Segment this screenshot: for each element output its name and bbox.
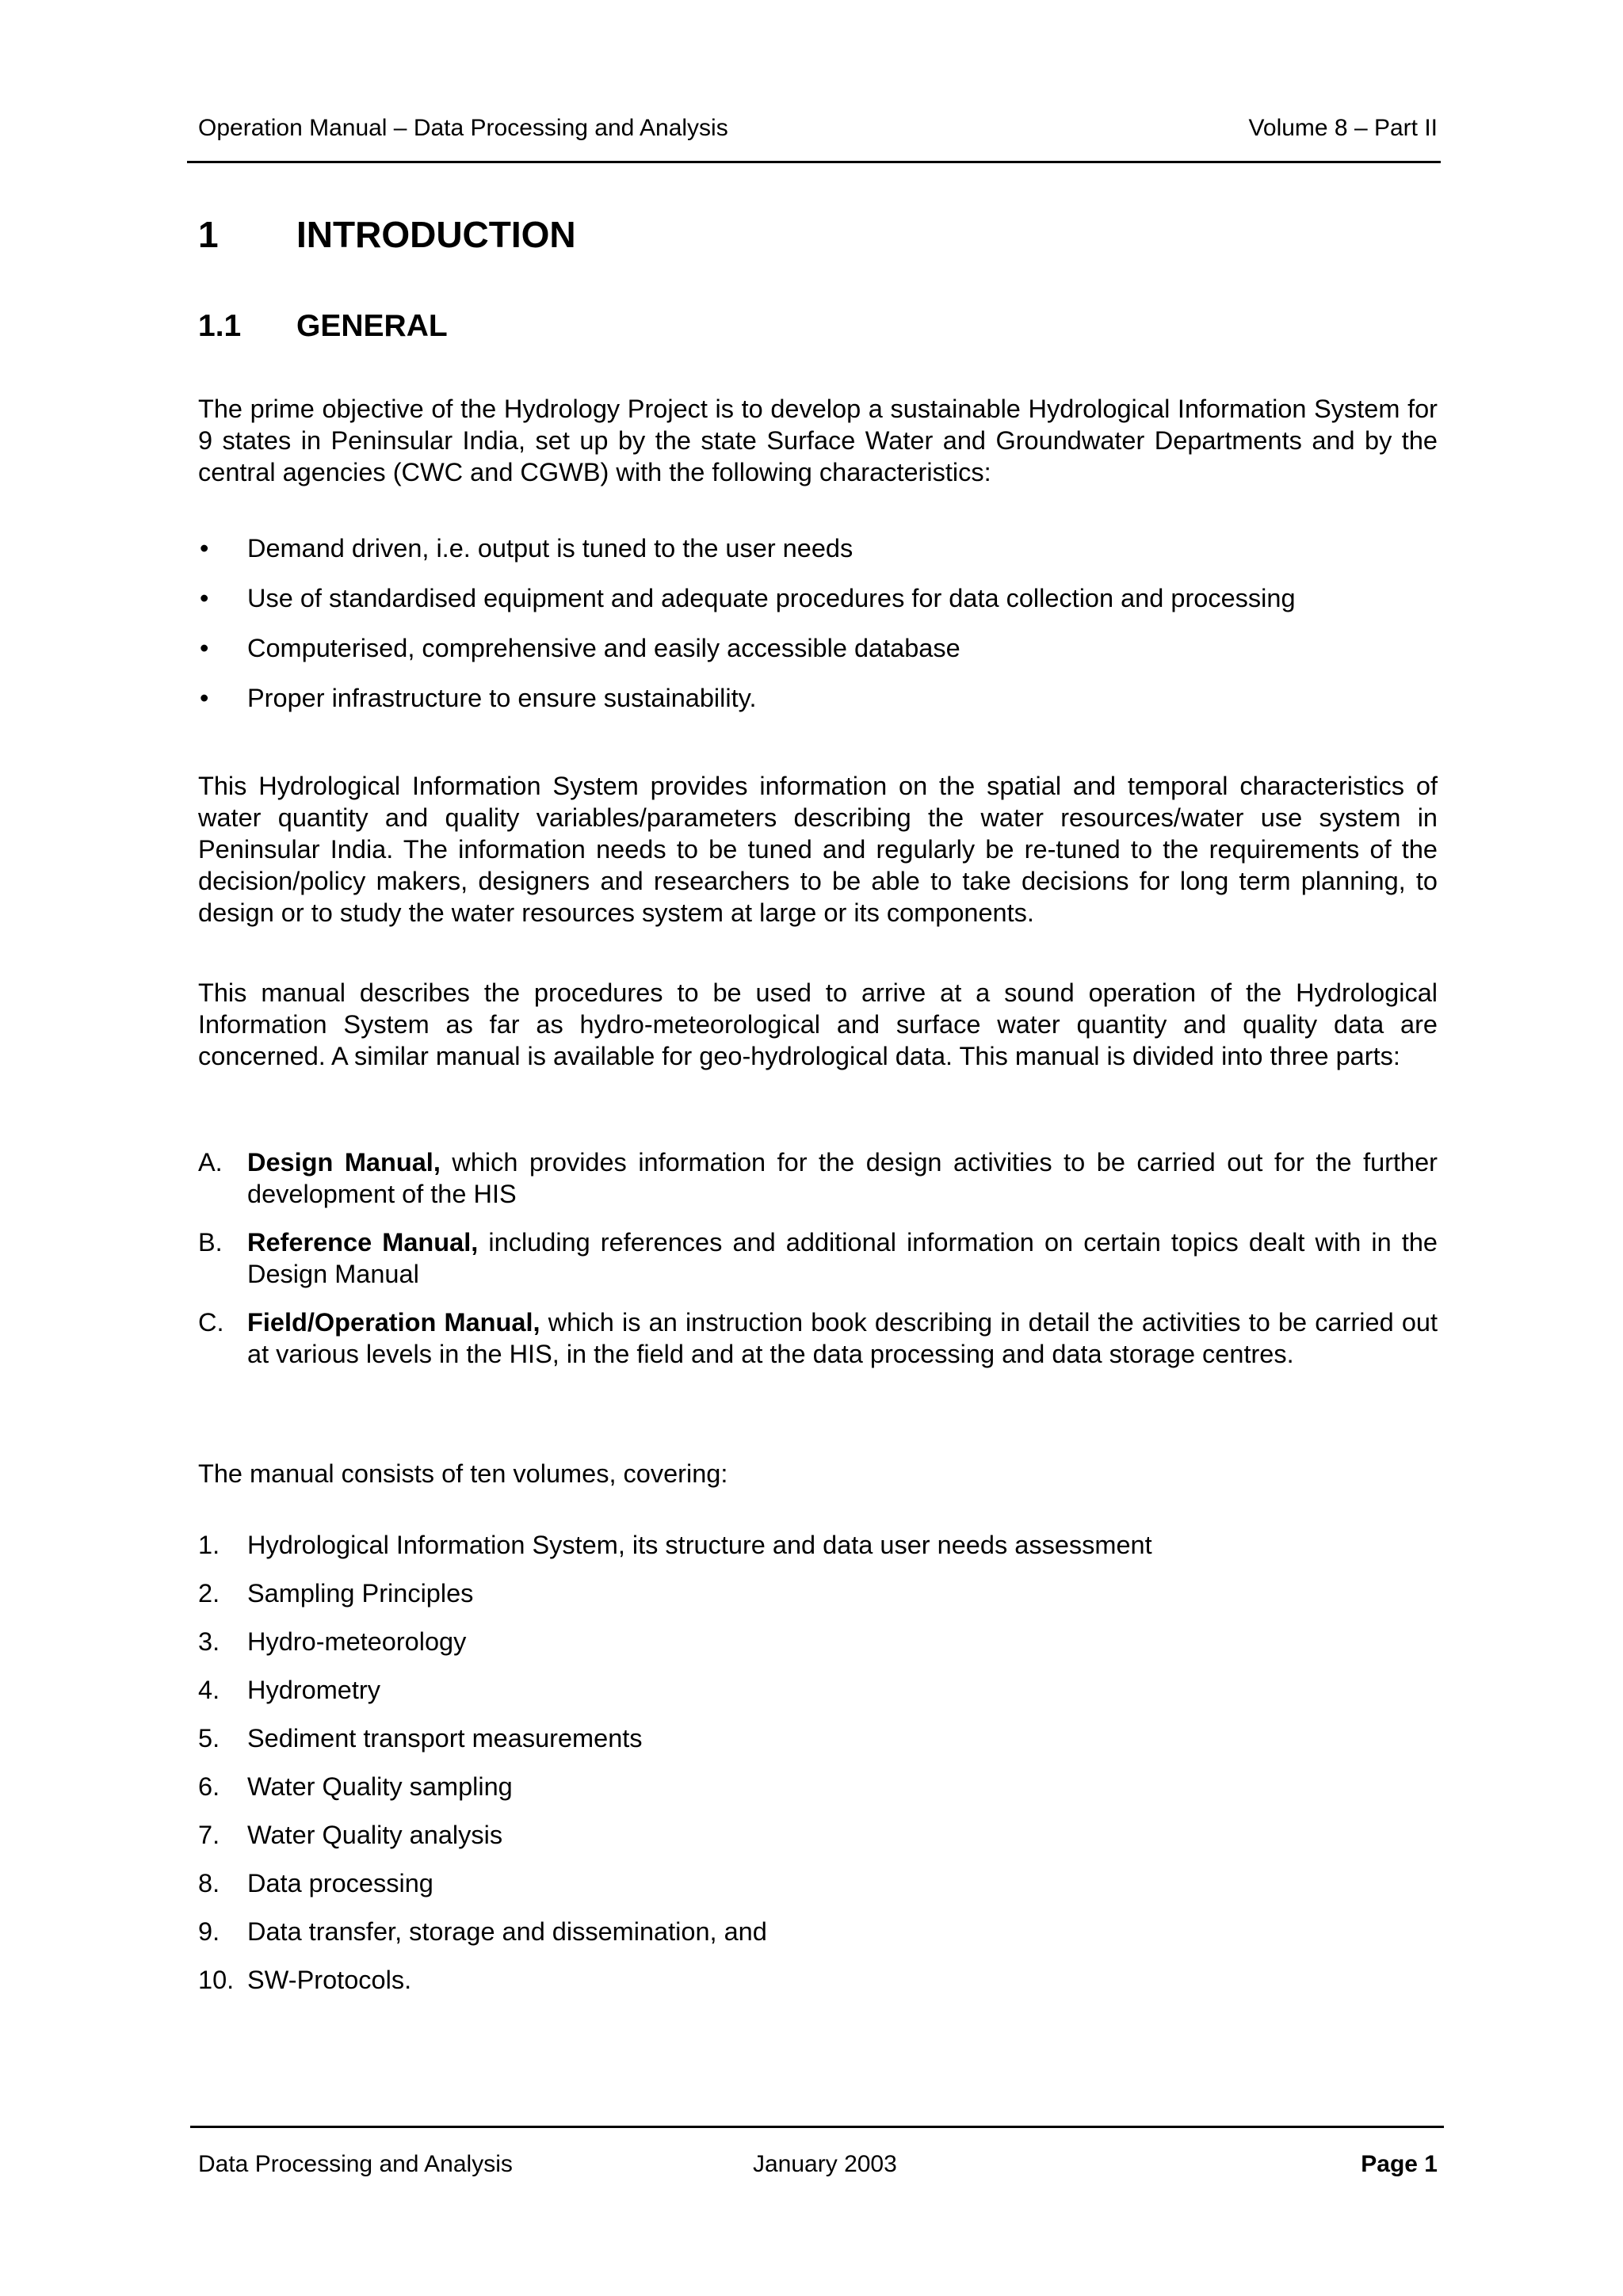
- list-item: [198, 1819, 1438, 1851]
- list-number: 4.: [198, 1676, 220, 1704]
- list-item: [198, 682, 1438, 714]
- list-item: [198, 1626, 1438, 1657]
- volumes-intro: The manual consists of ten volumes, covering:: [198, 1459, 728, 1488]
- list-item: [198, 1146, 1438, 1210]
- list-letter: C.: [198, 1308, 224, 1337]
- list-item-text: Sampling Principles: [247, 1579, 474, 1608]
- list-number: 2.: [198, 1579, 220, 1608]
- list-item: [198, 1722, 1438, 1754]
- footer-title: Data Processing and Analysis: [198, 2151, 513, 2177]
- list-item-text: Demand driven, i.e. output is tuned to the user needs: [247, 534, 854, 563]
- list-item: [198, 532, 1438, 564]
- page-number: Page 1: [1361, 2151, 1438, 2177]
- list-item-text: Data transfer, storage and dissemination, and: [247, 1917, 767, 1946]
- list-item-text: Water Quality sampling: [247, 1772, 513, 1801]
- section-title: GENERAL: [296, 309, 448, 343]
- footer-date: January 2003: [753, 2151, 897, 2177]
- list-item: [198, 1529, 1438, 1561]
- his-paragraph: This Hydrological Information System provides information on the spatial and temporal characteristics of water quantity and quality variables/parameters describing the water resources/water use system in Peninsular India. The information needs to be tuned and regularly be re-tuned to the requirements of the decision/policy makers, designers and researchers to be able to take decisions for long term planning, to design or to study the water resources system at large or its components.: [198, 772, 1438, 927]
- list-item: [198, 1916, 1438, 1947]
- header-title: Operation Manual – Data Processing and Analysis: [198, 115, 728, 141]
- characteristics-list: [198, 532, 1438, 732]
- list-letter: A.: [198, 1148, 223, 1177]
- list-number: 9.: [198, 1917, 220, 1946]
- manual-parts-list: [198, 1146, 1438, 1386]
- page-footer: [198, 2147, 1438, 2182]
- part-title: Reference Manual,: [247, 1228, 479, 1257]
- list-item-text: Hydro-meteorology: [247, 1627, 467, 1656]
- bullet-icon: •: [200, 684, 209, 712]
- volumes-list: [198, 1529, 1438, 2012]
- list-item: [198, 1867, 1438, 1899]
- list-number: 8.: [198, 1869, 220, 1897]
- list-number: 5.: [198, 1724, 220, 1753]
- list-item: [198, 1306, 1438, 1370]
- list-item-text: Computerised, comprehensive and easily accessible database: [247, 634, 960, 662]
- part-description: which is an instruction book describing in detail the activities to be carried out at various levels in the HIS, in the field and at the data processing and data storage centres.: [247, 1308, 1438, 1368]
- list-number: 6.: [198, 1772, 220, 1801]
- list-number: 1.: [198, 1531, 220, 1559]
- chapter-number: 1: [198, 214, 219, 255]
- part-title: Design Manual,: [247, 1148, 441, 1177]
- list-item: [198, 1674, 1438, 1706]
- list-number: 10.: [198, 1966, 235, 1994]
- intro-paragraph: The prime objective of the Hydrology Project is to develop a sustainable Hydrological Information System for 9 states in Peninsular India, set up by the state Surface Water and Groundwater Departments and by the central agencies (CWC and CGWB) with the following characteristics:: [198, 395, 1438, 486]
- list-item: [198, 1964, 1438, 1996]
- list-item: [198, 1226, 1438, 1290]
- bullet-icon: •: [200, 534, 209, 563]
- list-item: [198, 1771, 1438, 1802]
- chapter-title: INTRODUCTION: [296, 214, 576, 255]
- list-number: 3.: [198, 1627, 220, 1656]
- header-divider: [187, 161, 1441, 163]
- list-item-text: Proper infrastructure to ensure sustainability.: [247, 684, 757, 712]
- list-letter: B.: [198, 1228, 223, 1257]
- list-item-text: Sediment transport measurements: [247, 1724, 643, 1753]
- header-volume: Volume 8 – Part II: [1248, 115, 1438, 141]
- bullet-icon: •: [200, 584, 209, 612]
- footer-divider: [190, 2126, 1444, 2128]
- list-item: [198, 1577, 1438, 1609]
- list-item-text: SW-Protocols.: [247, 1966, 412, 1994]
- list-number: 7.: [198, 1821, 220, 1849]
- list-item-text: Use of standardised equipment and adequate procedures for data collection and processing: [247, 584, 1296, 612]
- part-description: including references and additional information on certain topics dealt with in the Design Manual: [247, 1228, 1438, 1288]
- list-item-text: Water Quality analysis: [247, 1821, 503, 1849]
- bullet-icon: •: [200, 634, 209, 662]
- list-item: [198, 632, 1438, 664]
- list-item-text: Data processing: [247, 1869, 433, 1897]
- part-title: Field/Operation Manual,: [247, 1308, 540, 1337]
- section-number: 1.1: [198, 309, 242, 343]
- list-item-text: Hydrometry: [247, 1676, 380, 1704]
- page-header: [198, 111, 1438, 146]
- list-item: [198, 582, 1438, 614]
- manual-paragraph: This manual describes the procedures to be used to arrive at a sound operation of the Hydrological Information System as far as hydro-meteorological and surface water quantity and quality data are concerned. A similar manual is available for geo-hydrological data. This manual is divided into three parts:: [198, 978, 1438, 1070]
- part-description: which provides information for the design activities to be carried out for the further development of the HIS: [247, 1148, 1438, 1208]
- list-item-text: Hydrological Information System, its structure and data user needs assessment: [247, 1531, 1152, 1559]
